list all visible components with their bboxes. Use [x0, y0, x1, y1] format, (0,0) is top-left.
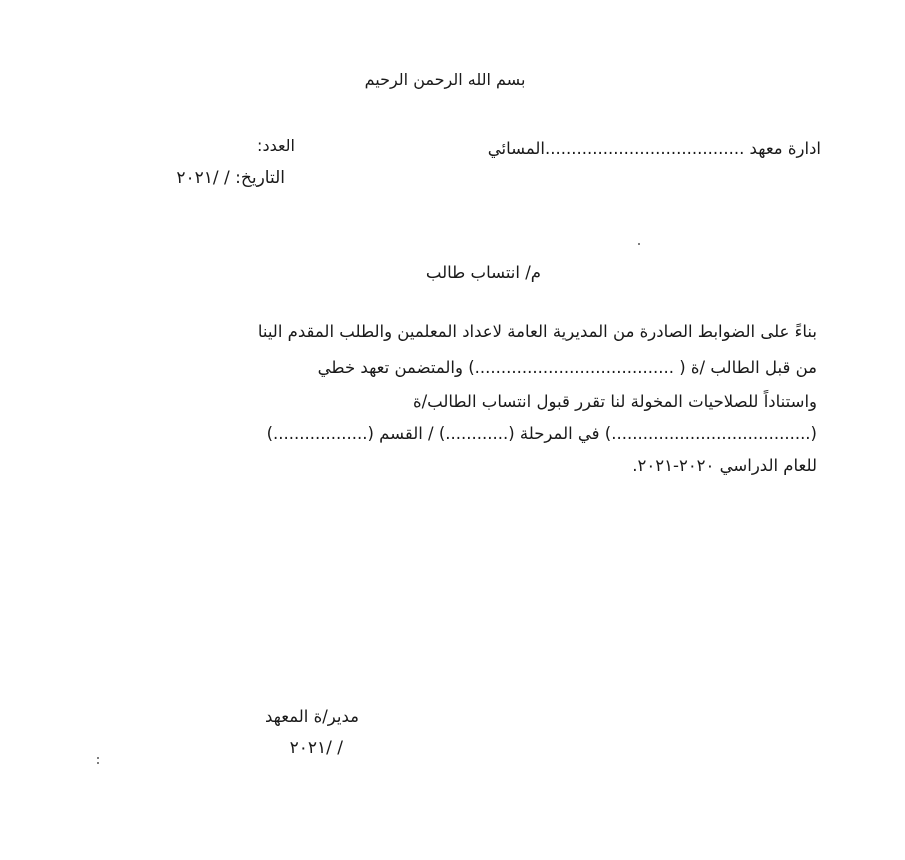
- letter-subject: م/ انتساب طالب: [425, 263, 541, 282]
- body-line-5: للعام الدراسي ٢٠٢٠-٢٠٢١.: [632, 456, 817, 475]
- date-line: التاريخ: / /٢٠٢١: [176, 168, 285, 188]
- reference-number-label: العدد:: [257, 136, 295, 155]
- basmala-heading: بسم الله الرحمن الرحيم: [364, 70, 526, 89]
- signature-date: / /٢٠٢١: [289, 738, 343, 758]
- scan-speck: [97, 762, 99, 764]
- body-line-3: واستناداً للصلاحيات المخولة لنا تقرر قبول انتساب الطالب/ة: [412, 392, 817, 411]
- body-line-4: (......................................) في المرحلة (............) / القسم (..................): [266, 424, 817, 443]
- body-line-1: بناءً على الضوابط الصادرة من المديرية العامة لاعداد المعلمين والطلب المقدم الينا: [257, 322, 817, 341]
- scan-speck: [638, 243, 640, 245]
- scan-speck: [97, 757, 99, 759]
- body-line-2: من قبل الطالب /ة ( ......................................) والمتضمن تعهد خطي: [317, 358, 817, 377]
- institute-name-line: ادارة معهد ......................................المسائي: [487, 139, 821, 158]
- signature-title: مدير/ة المعهد: [264, 707, 359, 726]
